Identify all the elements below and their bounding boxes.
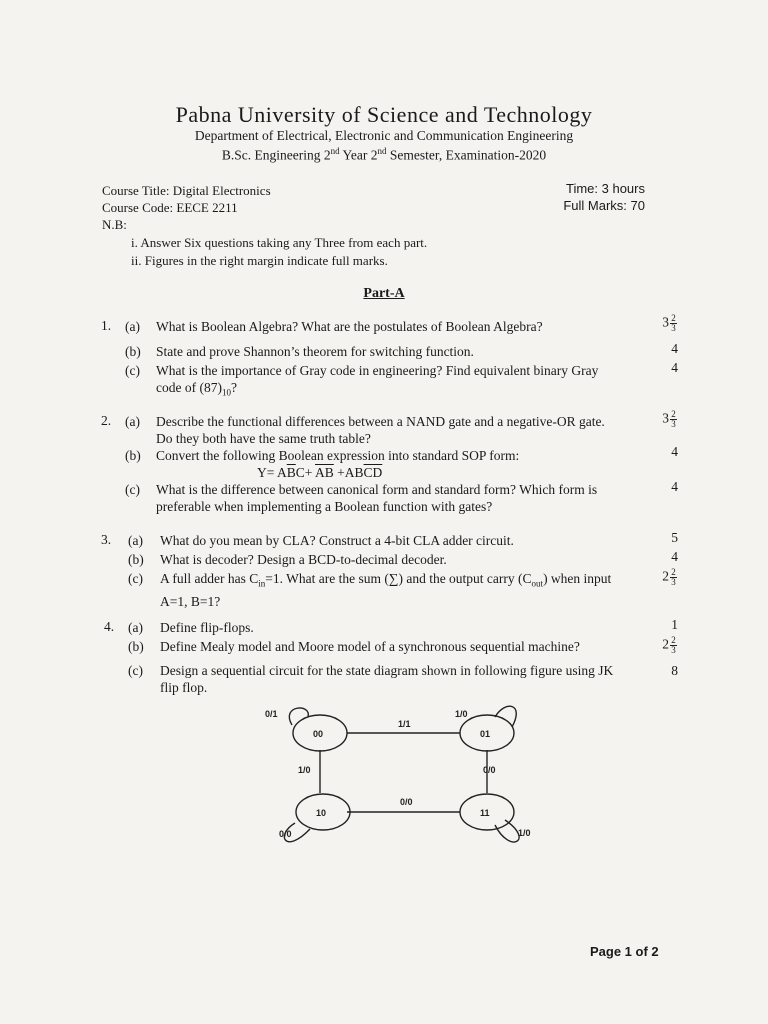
q1a-text: What is Boolean Algebra? What are the postulates of Boolean Algebra? [156,319,543,334]
exam-meta [500,180,645,214]
full-marks-label: Full Marks: 70 [563,198,645,213]
q3c-mark: 2 $\frac{2}{3}$ [662,567,676,587]
q3a-label: (a) [128,533,143,548]
q1a-mark: 3 $\frac{2}{3}$ [662,313,676,333]
label-s11-self: 1/0 [518,828,531,838]
q4a-text: Define flip-flops. [160,620,254,635]
part-title: Part-A [363,286,405,301]
q3c-label: (c) [128,571,143,586]
state-label-01: 01 [480,729,491,739]
instruction-2: ii. Figures in the right margin indicate full marks. [131,253,388,268]
q2a-mark: 3 $\frac{2}{3}$ [662,409,676,429]
q4b-label: (b) [128,639,144,654]
state-label-10: 10 [316,808,327,818]
q2c-mark: 4 [671,479,678,494]
q1b-label: (b) [125,344,141,359]
state-label-00: 00 [313,729,324,739]
question-3-number: 3. [101,532,112,547]
state-label-11: 11 [480,808,490,818]
time-label: Time: 3 hours [566,181,645,196]
q4c-text: Design a sequential circuit for the state diagram shown in following figure using JK flip flop. [160,663,614,695]
university-title: Pabna University of Science and Technology [175,102,593,127]
q4c-label: (c) [128,663,143,678]
q4c-mark: 8 [671,663,678,678]
page-number: Page 1 of 2 [590,944,659,959]
q3b-mark: 4 [671,549,678,564]
question-1-number: 1. [101,318,112,333]
question-2-number: 2. [101,413,112,428]
q2c-label: (c) [125,482,140,497]
state-diagram [250,695,550,860]
q1b-text: State and prove Shannon’s theorem for switching function. [156,344,474,359]
q1c-label: (c) [125,363,140,378]
q3b-text: What is decoder? Design a BCD-to-decimal decoder. [160,552,447,567]
q1a-label: (a) [125,319,140,334]
q3c-text: A full adder has $C_{in}=1$. What are the sum (∑) and the output carry $(C_{out})$ when input A=1, B=1? [160,571,612,609]
label-s10-self: 0/0 [279,829,292,839]
course-info [102,182,271,233]
q1c-mark: 4 [671,360,678,375]
label-t11-10: 0/0 [400,797,413,807]
nb-label: N.B: [102,217,127,232]
q1c-text: What is the importance of Gray code in engineering? Find equivalent binary Gray code of $(87)_{10}$? [156,363,599,398]
q1b-mark: 4 [671,341,678,356]
q4a-mark: 1 [671,617,678,632]
label-t00-10: 1/0 [298,765,311,775]
instructions [131,234,427,270]
q2a-label: (a) [125,414,140,429]
department-line: Department of Electrical, Electronic and Communication Engineering [194,128,574,143]
course-code: Course Code: EECE 2211 [102,200,238,215]
exam-line: B.Sc. Engineering 2nd Year 2nd Semester, Examination-2020 [221,146,547,163]
course-title: Course Title: Digital Electronics [102,183,271,198]
label-s01-self: 1/0 [455,709,468,719]
question-4-number: 4. [104,619,115,634]
q4a-label: (a) [128,620,143,635]
q4b-mark: 2 $\frac{2}{3}$ [662,635,676,655]
q3a-text: What do you mean by CLA? Construct a 4-bit CLA adder circuit. [160,533,514,548]
instruction-1: i. Answer Six questions taking any Three from each part. [131,235,428,250]
q2b-label: (b) [125,448,141,463]
q2c-text: What is the difference between canonical form and standard form? Which form is preferable when implementing a Boolean function with gates? [156,482,598,514]
q2b-mark: 4 [671,444,678,459]
q3b-label: (b) [128,552,144,567]
q3a-mark: 5 [671,530,678,545]
label-t00-01: 1/1 [398,719,411,729]
q2a-text: Describe the functional differences between a NAND gate and a negative-OR gate. Do they both have the same truth table? [156,414,605,446]
label-t01-11: 0/0 [483,765,496,775]
label-s00-self: 0/1 [265,709,278,719]
boolean-expression: $Y= A\overline{B}C+ \overline{AB} +AB\overline{CD}$ [257,465,383,480]
q2b-text: Convert the following Boolean expression into standard SOP form: [156,448,520,463]
q4b-text: Define Mealy model and Moore model of a synchronous sequential machine? [160,639,580,654]
